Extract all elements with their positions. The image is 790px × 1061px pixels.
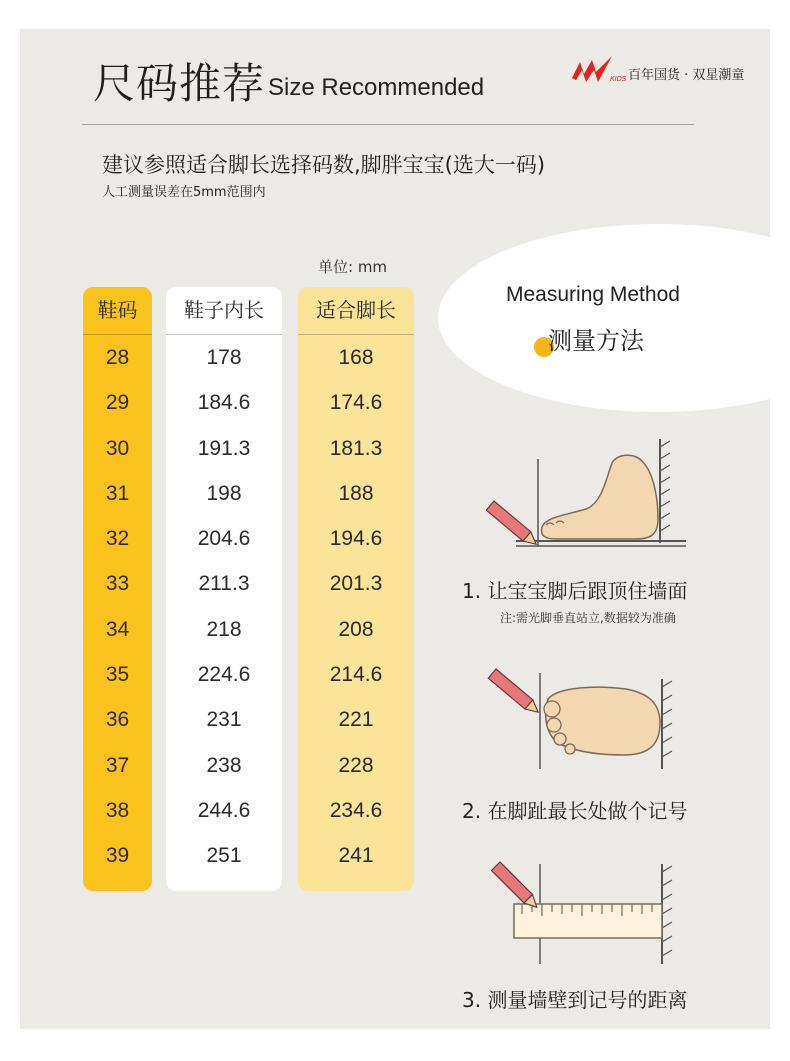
foot-side-illustration — [486, 439, 696, 554]
table-cell: 168 — [338, 346, 374, 369]
table-cell: 204.6 — [197, 527, 251, 551]
table-cell: 191.3 — [197, 436, 251, 460]
method-title: 测量方法 — [548, 327, 644, 355]
method-ellipse — [438, 224, 770, 412]
header-divider — [82, 124, 694, 125]
table-cell: 33 — [105, 572, 130, 596]
brand-logo-text: KIDS — [610, 76, 627, 83]
table-cell: 34 — [105, 617, 130, 641]
table-cell: 174.6 — [329, 391, 383, 415]
table-cell: 234.6 — [329, 798, 383, 822]
table-cell: 241 — [338, 844, 374, 868]
table-cell: 224.6 — [197, 663, 251, 687]
step-3: 3. 测量墙壁到记号的距离 — [462, 988, 688, 1012]
table-cell: 38 — [105, 798, 130, 822]
foot-length-column — [298, 287, 414, 891]
inner-length-column — [166, 287, 282, 891]
wall-icon — [662, 679, 672, 769]
column-header: 鞋码 — [83, 287, 152, 335]
wall-icon — [662, 864, 672, 964]
wall-icon — [660, 439, 670, 543]
table-cell: 28 — [105, 346, 130, 369]
table-cell: 214.6 — [329, 663, 383, 687]
size-guide-panel — [20, 29, 770, 1029]
table-cell: 198 — [206, 481, 242, 505]
table-cell: 231 — [206, 708, 242, 732]
table-cell: 188 — [338, 481, 374, 505]
foot-side-icon — [542, 455, 658, 539]
column-header: 适合脚长 — [298, 287, 414, 335]
method-title-english: Measuring Method — [506, 283, 680, 306]
table-cell: 251 — [206, 844, 242, 868]
step-2: 2. 在脚趾最长处做个记号 — [462, 799, 688, 823]
pencil-icon — [486, 501, 540, 549]
table-cell: 32 — [105, 527, 130, 551]
foot-top-icon — [544, 687, 660, 755]
page-title-english: Size Recommended — [268, 74, 485, 101]
table-cell: 31 — [105, 481, 130, 505]
table-cell: 30 — [105, 436, 130, 460]
table-cell: 178 — [206, 346, 242, 369]
table-cell: 36 — [105, 708, 130, 732]
table-cell: 208 — [338, 617, 374, 641]
table-cell: 228 — [338, 753, 374, 777]
table-cell: 29 — [105, 391, 130, 415]
table-cell: 39 — [105, 844, 130, 868]
table-cell: 221 — [338, 708, 374, 732]
ruler-illustration — [486, 854, 696, 969]
pencil-icon — [488, 669, 542, 717]
ruler-icon — [514, 904, 662, 938]
brand-tagline: 百年国货 · 双星潮童 — [628, 68, 745, 83]
table-cell: 37 — [105, 753, 130, 777]
table-cell: 201.3 — [329, 572, 383, 596]
size-advice: 建议参照适合脚长选择码数,脚胖宝宝(选大一码) — [102, 153, 546, 177]
shoe-size-column — [83, 287, 152, 891]
step-1-note: 注:需光脚垂直站立,数据较为准确 — [500, 611, 676, 625]
table-cell: 181.3 — [329, 436, 383, 460]
brand-logo-icon — [570, 54, 628, 86]
unit-label: 单位: mm — [318, 258, 388, 276]
table-cell: 184.6 — [197, 391, 251, 415]
measurement-error-note: 人工测量误差在5mm范围内 — [102, 185, 266, 200]
table-cell: 211.3 — [198, 572, 250, 596]
table-cell: 218 — [206, 617, 242, 641]
table-cell: 238 — [206, 753, 242, 777]
step-1: 1. 让宝宝脚后跟顶住墙面 — [462, 579, 688, 603]
page-title: 尺码推荐 — [93, 59, 266, 108]
table-cell: 194.6 — [329, 527, 383, 551]
table-cell: 244.6 — [197, 798, 251, 822]
column-header: 鞋子内长 — [166, 287, 282, 335]
table-cell: 35 — [105, 663, 130, 687]
foot-top-illustration — [486, 659, 696, 774]
